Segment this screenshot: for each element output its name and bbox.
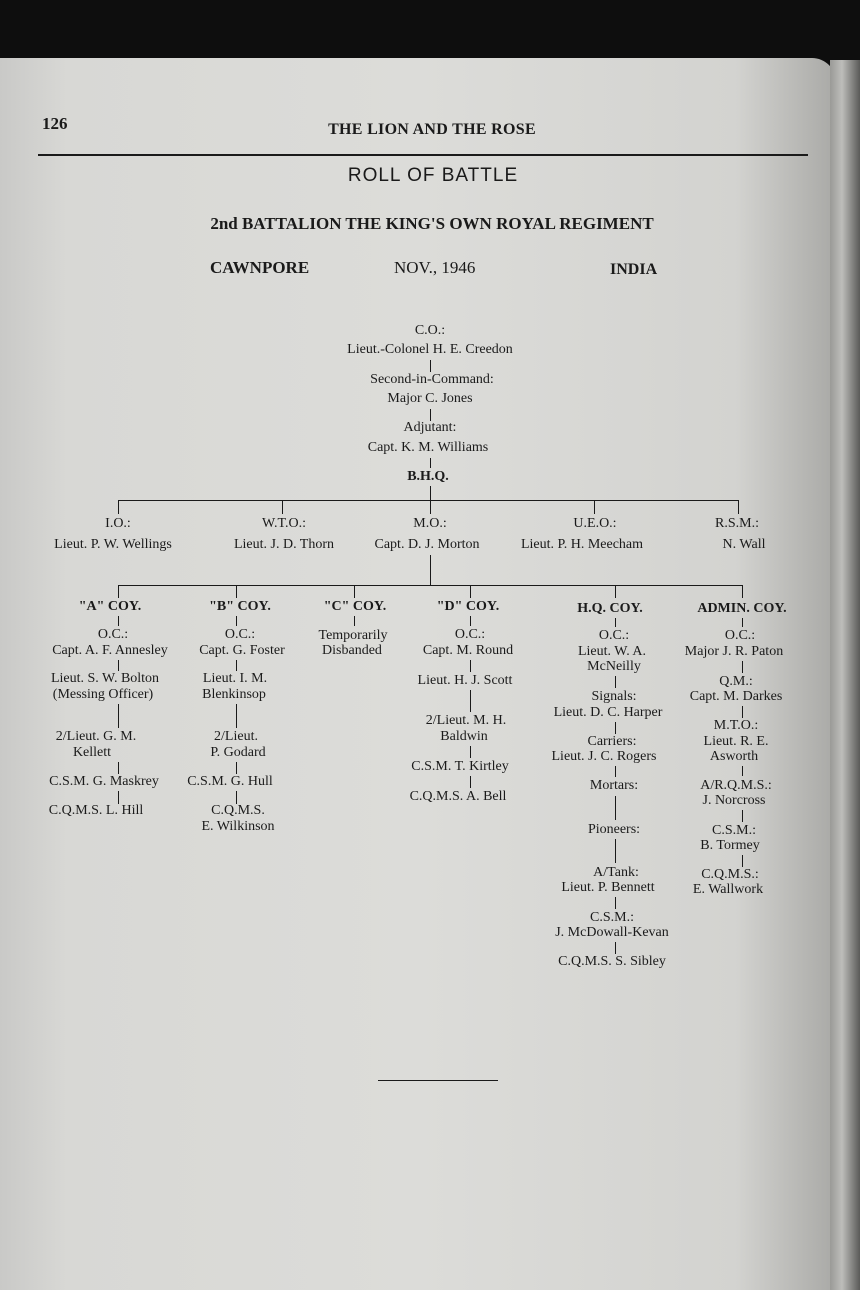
second-in-command-name: Major C. Jones — [387, 391, 473, 406]
company-hq-line: O.C.: — [598, 628, 630, 643]
connector — [742, 766, 743, 776]
second-in-command-label: Second-in-Command: — [370, 372, 494, 387]
connector — [742, 706, 743, 718]
company-hq-line: Signals: — [591, 689, 637, 704]
company-admin-line: A/R.Q.M.S.: — [700, 778, 772, 793]
adjutant-label: Adjutant: — [403, 420, 457, 435]
location-country: INDIA — [610, 261, 658, 278]
company-hq-line: Lieut. J. C. Rogers — [551, 749, 657, 764]
company-hq-line: McNeilly — [587, 659, 641, 674]
connector — [236, 616, 237, 626]
company-c-line: Disbanded — [322, 643, 382, 658]
connector — [354, 585, 355, 598]
page-title: ROLL OF BATTLE — [347, 165, 519, 186]
connector — [118, 660, 119, 671]
company-a-line: (Messing Officer) — [52, 687, 154, 702]
company-a-line: 2/Lieut. G. M. — [55, 729, 137, 744]
staff-name-ueo: Lieut. P. H. Meecham — [520, 537, 644, 552]
co-name: Lieut.-Colonel H. E. Creedon — [347, 342, 513, 357]
company-d-line: C.Q.M.S. A. Bell — [409, 789, 507, 804]
header-rule — [38, 154, 808, 156]
company-admin-line: J. Norcross — [702, 793, 766, 808]
company-admin-line: Asworth — [709, 749, 759, 764]
location-place: CAWNPORE — [210, 258, 310, 277]
staff-role-ueo: U.E.O.: — [573, 516, 617, 531]
connector — [615, 897, 616, 909]
connector — [236, 585, 237, 598]
company-b-line: Blenkinsop — [202, 687, 266, 702]
company-hq-line: C.Q.M.S. S. Sibley — [558, 954, 666, 969]
connector — [470, 616, 471, 626]
connector — [615, 585, 616, 598]
connector — [470, 585, 471, 598]
book-page — [0, 58, 836, 1290]
company-admin-line: Major J. R. Paton — [684, 644, 784, 659]
company-hq-line: Pioneers: — [587, 822, 641, 837]
company-hq-line: Mortars: — [589, 778, 639, 793]
book-spine — [830, 60, 860, 1290]
connector — [430, 555, 431, 585]
company-a-line: Kellett — [72, 745, 112, 760]
company-admin-title: ADMIN. COY. — [697, 601, 787, 616]
connector — [118, 585, 119, 598]
connector — [236, 762, 237, 774]
company-hq-line: Lieut. W. A. — [577, 644, 647, 659]
staff-name-mo: Capt. D. J. Morton — [374, 537, 480, 552]
company-d-line: Baldwin — [440, 729, 488, 744]
staff-role-mo: M.O.: — [413, 516, 447, 531]
connector — [738, 500, 739, 514]
company-hq-line: J. McDowall-Kevan — [555, 925, 669, 940]
connector — [430, 458, 431, 468]
company-d-line: C.S.M. T. Kirtley — [411, 759, 509, 774]
connector — [470, 776, 471, 788]
connector — [118, 616, 119, 626]
connector — [430, 360, 431, 372]
connector — [470, 690, 471, 712]
footer-rule — [378, 1080, 498, 1081]
company-admin-line: Capt. M. Darkes — [689, 689, 783, 704]
company-b-line: 2/Lieut. — [214, 729, 258, 744]
company-hq-line: A/Tank: — [593, 865, 639, 880]
connector — [430, 500, 431, 514]
company-hq-line: Lieut. P. Bennett — [561, 880, 655, 895]
connector — [236, 660, 237, 671]
company-admin-line: Q.M.: — [719, 674, 753, 689]
connector — [470, 660, 471, 672]
connector — [118, 500, 119, 514]
connector — [236, 704, 237, 728]
company-a-line: Capt. A. F. Annesley — [52, 643, 168, 658]
company-d-line: Capt. M. Round — [422, 643, 514, 658]
company-hq-line: C.S.M.: — [590, 910, 634, 925]
staff-role-io: I.O.: — [105, 516, 131, 531]
staff-name-io: Lieut. P. W. Wellings — [54, 537, 172, 552]
connector — [594, 500, 595, 514]
company-b-line: E. Wilkinson — [201, 819, 275, 834]
location-date: NOV., 1946 — [394, 258, 476, 277]
connector — [742, 585, 743, 598]
connector — [118, 762, 119, 774]
company-d-title: "D" COY. — [436, 599, 500, 614]
co-label: C.O.: — [414, 323, 446, 338]
company-b-line: Capt. G. Foster — [199, 643, 285, 658]
connector — [615, 796, 616, 820]
company-a-line: C.S.M. G. Maskrey — [49, 774, 159, 789]
company-hq-title: H.Q. COY. — [577, 601, 643, 616]
company-admin-line: C.Q.M.S.: — [701, 867, 759, 882]
connector — [282, 500, 283, 514]
company-c-line: Temporarily — [318, 628, 388, 643]
battalion-title: 2nd BATTALION THE KING'S OWN ROYAL REGIMENT — [210, 214, 654, 233]
company-admin-line: B. Tormey — [700, 838, 760, 853]
company-b-title: "B" COY. — [209, 599, 271, 614]
staff-role-wto: W.T.O.: — [262, 516, 306, 531]
company-b-line: C.S.M. G. Hull — [187, 774, 273, 789]
connector — [742, 661, 743, 673]
company-d-line: O.C.: — [454, 627, 486, 642]
staff-branch-line — [118, 500, 738, 501]
company-a-title: "A" COY. — [78, 599, 142, 614]
company-b-line: Lieut. I. M. — [202, 671, 268, 686]
company-admin-line: E. Wallwork — [692, 882, 764, 897]
company-admin-line: Lieut. R. E. — [703, 734, 769, 749]
bhq-label: B.H.Q. — [407, 469, 449, 484]
company-d-line: 2/Lieut. M. H. — [425, 713, 507, 728]
connector — [615, 618, 616, 627]
company-admin-line: C.S.M.: — [712, 823, 756, 838]
staff-role-rsm: R.S.M.: — [715, 516, 759, 531]
company-hq-line: Carriers: — [587, 734, 637, 749]
company-admin-line: M.T.O.: — [713, 718, 759, 733]
connector — [615, 722, 616, 734]
company-a-line: Lieut. S. W. Bolton — [50, 671, 160, 686]
connector — [742, 855, 743, 867]
running-head: THE LION AND THE ROSE — [328, 121, 536, 138]
company-hq-line: Lieut. D. C. Harper — [553, 705, 663, 720]
staff-name-rsm: N. Wall — [722, 537, 766, 552]
connector — [742, 618, 743, 627]
connector — [615, 942, 616, 954]
staff-name-wto: Lieut. J. D. Thorn — [233, 537, 335, 552]
company-a-line: C.Q.M.S. L. Hill — [48, 803, 144, 818]
connector — [430, 486, 431, 500]
connector — [615, 676, 616, 688]
company-a-line: O.C.: — [97, 627, 129, 642]
company-branch-line — [118, 585, 742, 586]
company-b-line: P. Godard — [210, 745, 266, 760]
connector — [742, 810, 743, 822]
company-d-line: Lieut. H. J. Scott — [417, 673, 513, 688]
company-b-line: C.Q.M.S. — [211, 803, 265, 818]
adjutant-name: Capt. K. M. Williams — [367, 440, 489, 455]
company-c-title: "C" COY. — [323, 599, 387, 614]
company-admin-line: O.C.: — [724, 628, 756, 643]
connector — [615, 839, 616, 863]
connector — [118, 704, 119, 728]
page-number: 126 — [42, 114, 68, 133]
company-b-line: O.C.: — [224, 627, 256, 642]
connector — [615, 766, 616, 777]
connector — [470, 746, 471, 758]
connector — [354, 616, 355, 626]
